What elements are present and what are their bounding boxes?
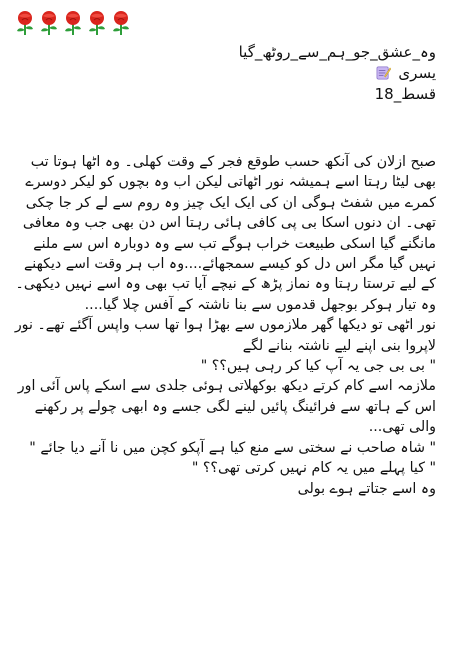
rose-icon	[62, 10, 84, 36]
paragraph-noor-wakes: نور اٹھی تو دیکھا گھر ملازموں سے بھڑا ہوا تھا سب واپس آگئے تھے۔ نور لاپروا بنی اپنے لیے ناشتہ بنانے لگے	[14, 317, 436, 354]
story-header	[239, 42, 436, 105]
dialogue-shah-orders: " شاہ صاحب نے سختی سے منع کیا ہے آپکو کچن میں نا آنے دیا جائے "	[29, 439, 436, 456]
paragraph-closing: وہ اسے جتاتے ہوے بولی	[297, 480, 436, 497]
paragraph-maid-rushes: ملازمہ اسے کام کرتے دیکھ بوکھلاتی ہوئی جلدی سے اسکے پاس آئی اور اس کے ہاتھ سے فرائینگ پائیں لینے لگی جسے وہ ابھی چولے پر رکھنے والی تھی...	[17, 378, 436, 436]
episode-label: قسط_18	[374, 85, 436, 103]
story-title: وہ_عشق_جو_ہم_سے_روٹھ_گیا	[238, 43, 436, 61]
paragraph-morning: صبح ازلان کی آنکھ حسب طوقع فجر کے وقت کھلی۔ وہ اٹھا ہوتا تب بھی لیٹا رہتا اسے ہمیشہ نور اٹھاتی لیکن اب وہ بچوں کو لیکر دوسرے کمرے میں شفٹ ہوگی ان کی ایک ایک چیز وہ روم سے لے کر جا چکی تھی۔ ان دنوں اسکا بی پی کافی ہائی رہتا اس دن بھی جب وہ معافی مانگنے گیا اسکی طبیعت خراب ہوگے تب سے وہ دوبارہ اس سے ملنے نہیں گیا مگر اس دل کو کیسے سمجھائے....وہ اب ہر وقت اسے دیکھنے کے لیے ترستا رہتا وہ نماز پڑھ کے نیچے آیا تب بھی وہ اسے نہیں دیکھی۔ وہ تیار ہوکر بوجھل قدموں سے بنا ناشتہ کے آفس چلا گیا....	[15, 154, 436, 313]
rose-emoji-row	[14, 10, 132, 36]
dialogue-maid-question: " بی بی جی یہ آپ کیا کر رہی ہیں؟؟ "	[200, 358, 436, 375]
memo-icon	[376, 65, 391, 80]
dialogue-noor-reply: " کیا پہلے میں یہ کام نہیں کرتی تھی؟؟ "	[191, 460, 436, 477]
author-line	[239, 63, 436, 84]
rose-icon	[86, 10, 108, 36]
story-body	[12, 152, 436, 499]
rose-icon	[14, 10, 36, 36]
rose-icon	[110, 10, 132, 36]
author-name: یسری	[398, 64, 436, 82]
rose-icon	[38, 10, 60, 36]
